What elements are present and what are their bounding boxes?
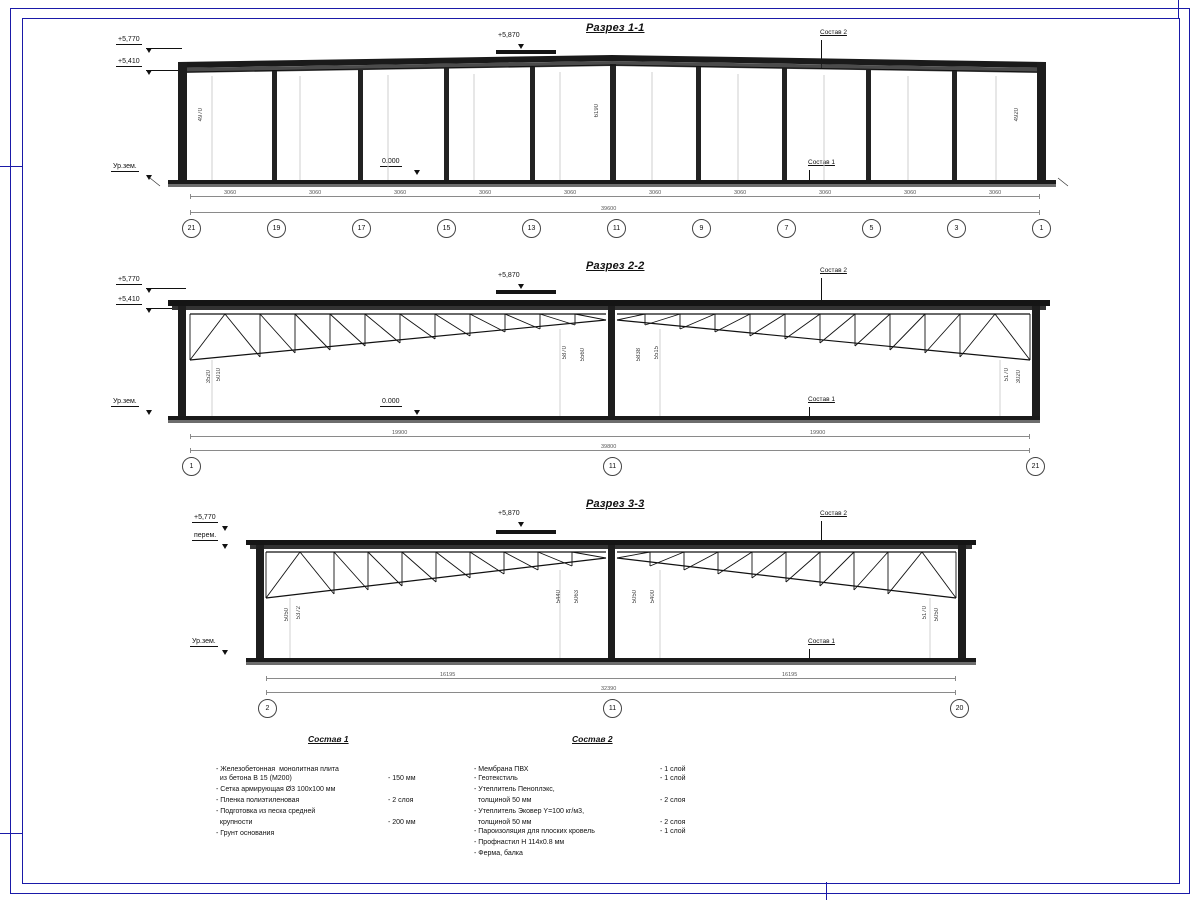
legend-sostav1-item-2: - Сетка армирующая Ø3 100х100 мм <box>216 786 336 793</box>
total-dim-s3: 32390 <box>601 686 617 692</box>
vdim-s3-4: 5063 <box>574 590 580 604</box>
legend-sostav2-item-6: - Пароизоляция для плоских кровель <box>474 828 595 835</box>
legend-sostav1-item-1: из бетона В 15 (М200) <box>216 775 292 782</box>
legend-sostav2-item-3: толщиной 50 мм <box>474 797 532 804</box>
grid-bubble-7[interactable]: 7 <box>777 219 796 238</box>
bay-dim-s2-1: 19900 <box>392 430 408 436</box>
level-5870-label: +5,870 <box>498 32 520 39</box>
sostav-1-tag-s1: Состав 1 <box>808 159 835 166</box>
vdim-s3-3: 5440 <box>556 590 562 604</box>
vdim-s2-7: 5170 <box>1004 368 1010 382</box>
vdim-s2-5: 5838 <box>636 348 642 362</box>
grid-bubble-15[interactable]: 15 <box>437 219 456 238</box>
vdim-s3-2: 5372 <box>296 606 302 620</box>
vdim-s2-4: 5560 <box>580 348 586 362</box>
section-3-title: Разрез 3-3 <box>586 498 645 510</box>
bay-dim-s2-2: 19900 <box>810 430 826 436</box>
section-1-title: Разрез 1-1 <box>586 22 645 34</box>
level-5410-label: +5,410 <box>118 58 140 65</box>
level-5770-label-s3: +5,770 <box>194 514 216 521</box>
level-perem-label-s3: перем. <box>194 532 217 539</box>
section-3-3 <box>0 490 1200 730</box>
legend-sostav1-item-5: крупности <box>216 819 253 826</box>
section-2-2 <box>0 250 1200 490</box>
vdim-s3-1: 5050 <box>284 608 290 622</box>
vdim-s2-3: 5870 <box>562 346 568 360</box>
legend-sostav2-value-0: - 1 слой <box>660 766 686 773</box>
section-1-1 <box>0 0 1200 250</box>
bay-dimline-s2 <box>190 436 1030 437</box>
bay-dim-s1-2: 3060 <box>309 190 322 196</box>
ground-level-label: Ур.зем. <box>113 163 137 170</box>
vdim-s1-3: 4920 <box>1014 108 1020 122</box>
bay-dimline-s1 <box>190 196 1040 197</box>
ground-level-label-s2: Ур.зем. <box>113 398 137 405</box>
sostav-1-tag-s2: Состав 1 <box>808 396 835 403</box>
legend-sostav1-item-0: - Железобетонная монолитная плита <box>216 766 339 773</box>
bay-dim-s1-6: 3060 <box>649 190 662 196</box>
bay-dim-s1-3: 3060 <box>394 190 407 196</box>
level-5410-label-s2: +5,410 <box>118 296 140 303</box>
bay-dim-s3-2: 16195 <box>782 672 798 678</box>
vdim-s2-1: 3520 <box>206 370 212 384</box>
total-dimline-s2 <box>190 450 1030 451</box>
bay-dim-s1-5: 3060 <box>564 190 577 196</box>
legend-sostav2-item-8: - Ферма, балка <box>474 850 523 857</box>
grid-bubble-s2-1[interactable]: 1 <box>182 457 201 476</box>
legend-sostav2-item-0: - Мембрана ПВХ <box>474 766 529 773</box>
grid-bubble-s2-11[interactable]: 11 <box>603 457 622 476</box>
level-5870-label-s3: +5,870 <box>498 510 520 517</box>
vdim-s1-2: 6190 <box>594 104 600 118</box>
vdim-s1-1: 4970 <box>198 108 204 122</box>
section-2-title: Разрез 2-2 <box>586 260 645 272</box>
frame-tick-bottom <box>826 882 827 900</box>
legend-sostav1-item-4: - Подготовка из песка средней <box>216 808 316 815</box>
legend-sostav1-item-3: - Пленка полиэтиленовая <box>216 797 300 804</box>
legend-sostav2-item-4: - Утеплитель Эковер Y=100 кг/м3, <box>474 808 585 815</box>
grid-bubble-s3-2[interactable]: 2 <box>258 699 277 718</box>
vdim-s2-2: 5010 <box>216 368 222 382</box>
vdim-s2-8: 3020 <box>1016 370 1022 384</box>
grid-bubble-3[interactable]: 3 <box>947 219 966 238</box>
grid-bubble-s2-21[interactable]: 21 <box>1026 457 1045 476</box>
bay-dim-s1-10: 3060 <box>989 190 1002 196</box>
legend-sostav1-value-1: - 150 мм <box>388 775 416 782</box>
bay-dim-s1-1: 3060 <box>224 190 237 196</box>
legend-sostav1-value-3: - 2 слоя <box>388 797 414 804</box>
grid-bubble-9[interactable]: 9 <box>692 219 711 238</box>
legend-sostav1-item-6: - Грунт основания <box>216 830 275 837</box>
legend-sostav2-item-1: - Геотекстиль <box>474 775 518 782</box>
bay-dim-s1-4: 3060 <box>479 190 492 196</box>
level-0000-label-s2: 0.000 <box>382 398 400 405</box>
total-dim-s2: 39800 <box>601 444 617 450</box>
sostav-2-tag-s3: Состав 2 <box>820 510 847 517</box>
grid-bubble-17[interactable]: 17 <box>352 219 371 238</box>
frame-tick-left-bottom <box>0 833 22 834</box>
grid-bubble-s3-20[interactable]: 20 <box>950 699 969 718</box>
grid-bubble-11[interactable]: 11 <box>607 219 626 238</box>
bay-dim-s1-9: 3060 <box>904 190 917 196</box>
vdim-s3-7: 5170 <box>922 606 928 620</box>
grid-bubble-1[interactable]: 1 <box>1032 219 1051 238</box>
sostav-2-tag-s2: Состав 2 <box>820 267 847 274</box>
legend-sostav2-item-7: - Профнастил Н 114х0.8 мм <box>474 839 565 846</box>
vdim-s2-6: 5515 <box>654 346 660 360</box>
legend-sostav2-value-3: - 2 слоя <box>660 797 686 804</box>
level-5870-label-s2: +5,870 <box>498 272 520 279</box>
total-dimline-s1 <box>190 212 1040 213</box>
bay-dim-s1-8: 3060 <box>819 190 832 196</box>
grid-bubble-5[interactable]: 5 <box>862 219 881 238</box>
grid-bubble-19[interactable]: 19 <box>267 219 286 238</box>
level-0000-label: 0.000 <box>382 158 400 165</box>
legend-sostav2-value-5: - 2 слоя <box>660 819 686 826</box>
legend-sostav1-title: Состав 1 <box>308 734 349 744</box>
bay-dim-s1-7: 3060 <box>734 190 747 196</box>
vdim-s3-6: 5400 <box>650 590 656 604</box>
legend-sostav2-value-1: - 1 слой <box>660 775 686 782</box>
legend-sostav2-item-2: - Утеплитель Пеноплэкс, <box>474 786 555 793</box>
legend-sostav1-value-5: - 200 мм <box>388 819 416 826</box>
legend-sostav2-value-6: - 1 слой <box>660 828 686 835</box>
total-dimline-s3 <box>266 692 956 693</box>
total-dim-s1: 39600 <box>601 206 617 212</box>
legend-sostav2-item-5: толщиной 50 мм <box>474 819 532 826</box>
sostav-1-tag-s3: Состав 1 <box>808 638 835 645</box>
vdim-s3-8: 5050 <box>934 608 940 622</box>
sostav-2-tag-s1: Состав 2 <box>820 29 847 36</box>
section-3-geometry <box>0 490 1200 730</box>
bay-dim-s3-1: 16195 <box>440 672 456 678</box>
grid-bubble-s3-11[interactable]: 11 <box>603 699 622 718</box>
bay-dimline-s3 <box>266 678 956 679</box>
level-5770-label-s2: +5,770 <box>118 276 140 283</box>
ground-level-label-s3: Ур.зем. <box>192 638 216 645</box>
legend-sostav2-title: Состав 2 <box>572 734 613 744</box>
vdim-s3-5: 5050 <box>632 590 638 604</box>
grid-bubble-13[interactable]: 13 <box>522 219 541 238</box>
level-5770-label: +5,770 <box>118 36 140 43</box>
grid-bubble-21[interactable]: 21 <box>182 219 201 238</box>
